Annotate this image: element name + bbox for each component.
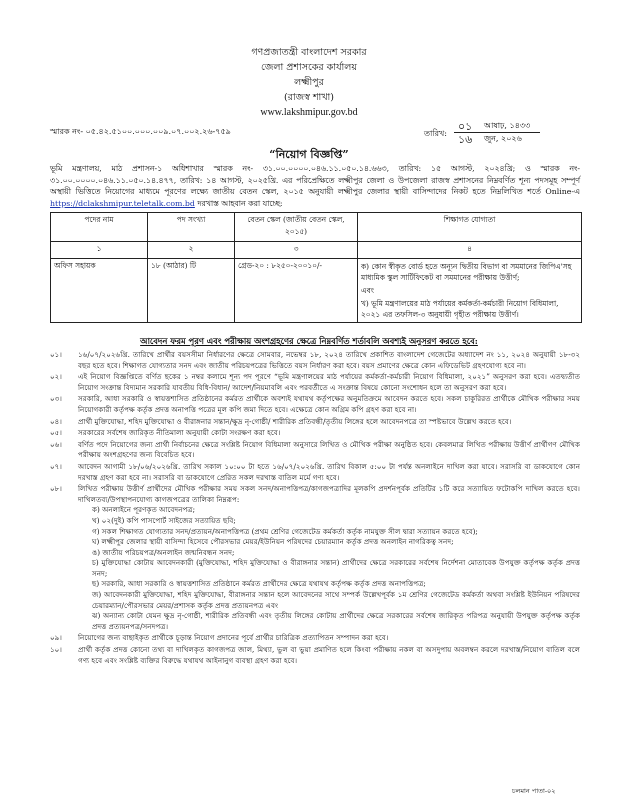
condition-text: নিয়োগের জন্য বাছাইকৃত প্রার্থীকে চূড়ান্ত নিয়োগ প্রদানের পূর্বে প্রার্থীর চারিত্রিক প্রত্যাপিতন সম্পাদন করা হবে। [78,633,389,643]
condition-text: এই নিয়োগ বিজ্ঞপ্তিতে বর্ণিত ছকের ১ নম্বর কলামে শূন্য পদ পূরণে “ভূমি মন্ত্রণালয়ের মাঠ পর্যায়ের কর্মকর্তা-কর্মচারী নিয়োগ বিধিমালা, ২০২১” অনুসরণ করা হবে। এতদ্ব্যতীত নিয়োগ সংক্রান্ত বিদ্যমান সরকারি যাবতীয় বিধি-বিধান/ আদেশ/নিয়মাবলি এবং পরবর্তীতে এ সংক্রান্ত বিষয়ে কোনো সংশোধন হলে তা অনুসরণ করা হবে। [78,372,580,392]
condition-item [50,372,580,393]
condition-number: ০৭। [50,461,62,471]
document-item: ক) অনলাইনে পূরণকৃত আবেদনপত্র; [92,505,196,515]
index-cell: ২ [148,242,235,259]
bangla-day: ০১ [458,121,473,133]
index-cell: ৩ [235,242,358,259]
condition-item [50,462,580,483]
condition-number: ০৪। [50,416,62,426]
document-item: চ) মুক্তিযোদ্ধা কোটায় আবেদনকারী (মুক্তিযোদ্ধা, শহিদ মুক্তিযোদ্ধা ও বীরাঙ্গনার সন্তান) প্রার্থীদের ক্ষেত্রে সরকারের সর্বশেষ নির্দেশনা মোতাবেক উপযুক্ত কর্তৃপক্ষ কর্তৃক প্রদত্ত সনদ; [92,558,580,578]
application-link[interactable]: https://dclakshmipur.teletalk.com.bd [50,198,195,208]
english-month: জুন, ২০২৬ [484,134,522,143]
condition-text: লিখিত পরীক্ষায় উত্তীর্ণ প্রার্থীদের মৌখিক পরীক্ষার সময় সকল সনদ/অনাপত্তিপত্র/কাগজপত্রাদির মূলকপি প্রদর্শনপূর্বক প্রতিটির ১টি করে সত্যায়িত ফটোকপি দাখিল করতে হবে। দাখিলতব্য/উপস্থাপনযোগ্য কাগজপত্রের তালিকা নিম্নরূপ: [78,484,580,504]
qualification-and: এবং [361,286,374,295]
index-cell: ৪ [358,242,582,259]
vacancy-table [50,212,582,323]
condition-text: আবেদন আগামী ১৮/০৬/২০২৬খ্রি. তারিখ সকাল ১০:০০ টা হতে ১৬/০৭/২০২৬খ্রি. তারিখ বিকাল ৫:০০ টা পর্যন্ত অনলাইনে দাখিল করা যাবে। সরাসরি বা ডাকযোগে কোন দরখাস্ত গ্রহণ করা হবে না। সরাসরি বা ডাকযোগে প্রেরিত সকল দরখাস্ত বাতিল মর্মে গণ্য হবে। [78,461,580,482]
document-item: ছ) সরকারি, আধা সরকারি ও স্বায়ত্তশাসিত প্রতিষ্ঠানে কর্মরত প্রার্থীদের ক্ষেত্রে যথাযথ কর্তৃপক্ষ কর্তৃক প্রদত্ত অনাপত্তিপত্র; [92,579,426,589]
document-item: ঙ) জাতীয় পরিচয়পত্র/অনলাইন জন্মনিবন্ধন সনদ; [92,547,235,557]
condition-item [50,350,580,371]
condition-item [50,440,580,461]
condition-text: ১৬/০৭/২০২৬খ্রি. তারিখে প্রার্থীর বয়সসীমা নির্ধারণের ক্ষেত্রে সোমবার, নভেম্বর ১৮, ২০২৪ তারিখে প্রকাশিত বাংলাদেশ গেজেটের অধ্যাদেশ নং ১১, ২০২৪ অনুযায়ী ১৮-৩২ বছর হতে হবে। শিক্ষাগত যোগ্যতার সনদ এবং জাতীয় পরিচয়পত্রের ভিত্তিতে বয়স নির্ধারণ করা হবে। বয়স প্রমাণের ক্ষেত্রে কোন এফিডেভিট গ্রহণযোগ্য হবে না। [78,350,580,370]
table-index-row [51,242,582,259]
notice-title: “নিয়োগ বিজ্ঞপ্তি” [269,148,349,161]
date-label: তারিখ: [424,129,447,138]
intro-text: ভূমি মন্ত্রণালয়, মাঠ প্রশাসন-১ অধিশাখার স্মারক নং- ৩১.০০.০০০০.০৪৬.১১.০৫০.১৪.৬৬৩, তারিখ: ১৫ আগস্ট, ২০২৪খ্রি; ও স্মারক নং- ৩১.০০.০০০০.০৪৬.১১.০৫০.১৪.৪৭৭, তারিখ: ১৪ আগস্ট, ২০২৫খ্রি. এর পরিপ্রেক্ষিতে লক্ষ্মীপুর জেলা ও উপজেলা রাজস্ব প্রশাসনের নিম্নবর্ণিত শূন্য পদসমূহ সম্পূর্ণ অস্থায়ী ভিত্তিতে নিয়োগের মাধ্যমে পূরণের লক্ষ্যে জাতীয় বেতন স্কেল, ২০১৫ অনুযায়ী লক্ষ্মীপুর জেলার স্থায়ী বাসিন্দাদের নিকট হতে নিম্নলিখিত শর্তে Online-এ [50,164,580,197]
conditions-list [50,350,580,667]
qualification-b: খ) ভূমি মন্ত্রণালয়ের মাঠ পর্যায়ের কর্মকর্তা-কর্মচারী নিয়োগ বিধিমালা, ২০২১ এর তফসিল-৩ অনুযায়ী গৃহীত পরীক্ষায় উত্তীর্ণ। [361,299,559,319]
condition-number: ০২। [50,372,62,382]
document-item: গ) সকল শিক্ষাগত যোগ্যতার সনদ/প্রত্যয়ন/অনাপত্তিপত্র (প্রথম শ্রেণির গেজেটেড কর্মকর্তা কর্তৃক নামযুক্ত সীল দ্বারা সত্যায়ন করতে হবে); [92,526,478,536]
condition-number: ০৫। [50,428,62,438]
col-qualification: শিক্ষাগত যোগ্যতা [358,213,582,242]
condition-number: ১০। [50,645,62,655]
condition-item [50,645,580,666]
table-header-row [51,213,582,242]
section-name: (রাজস্ব শাখা) [283,92,335,103]
table-row [51,259,582,323]
condition-text: সরকারি, আধা সরকারি ও স্বায়ত্তশাসিত প্রতিষ্ঠানের কর্মরত প্রার্থীকে অবশ্যই যথাযথ কর্তৃপক্ষের অনুমতিক্রমে আবেদন করতে হবে। সকল চাকুরিরত প্রার্থীকে মৌখিক পরীক্ষার সময় নিয়োগকারী কর্তৃপক্ষ কর্তৃক প্রদত্ত অনাপত্তি পত্রের মূল কপি জমা দিতে হবে। এক্ষেত্রে কোন অগ্রিম কপি গ্রহণ করা হবে না। [78,394,580,414]
condition-item [50,417,580,428]
post-count: ১৮ (আঠার) টি [148,259,235,323]
english-day: ১৬ [458,134,473,146]
condition-text: সরকারের সর্বশেষ জারিকৃত নীতিমালা অনুযায়ী কোটা সংরক্ষণ করা হবে। [78,428,281,438]
condition-text: বর্ণিত পদে নিয়োগের জন্য প্রার্থী নির্বাচনের ক্ষেত্রে সংশ্লিষ্ট নিয়োগ বিধিমালা অনুসারে লিখিত ও মৌখিক পরীক্ষা অনুষ্ঠিত হবে। কেবলমাত্র লিখিত পরীক্ষায় উত্তীর্ণ প্রার্থীগণ মৌখিক পরীক্ষায় অংশগ্রহণের জন্য বিবেচিত হবে। [78,439,580,460]
website[interactable]: www.lakshmipur.gov.bd [260,107,358,118]
conditions-heading: আবেদন ফরম পূরণ এবং পরীক্ষায় অংশগ্রহণের ক্ষেত্রে নিম্নবর্ণিত শর্তাবলি অবশ্যই অনুসরণ করতে হবে: [140,336,478,346]
condition-item [50,394,580,415]
condition-item [50,428,580,439]
govt-heading: গণপ্রজাতন্ত্রী বাংলাদেশ সরকার [251,47,367,58]
col-post-name: পদের নাম [51,213,148,242]
pay-scale: গ্রেড-২০ : ৮২৫০-২০০১০/- [235,259,358,323]
col-pay-scale: বেতন স্কেল (জাতীয় বেতন স্কেল, ২০১৫) [235,213,358,242]
condition-text: প্রার্থী মুক্তিযোদ্ধা, শহিদ মুক্তিযোদ্ধা ও বীরাঙ্গনার সন্তান/ক্ষুদ্র নৃ-গোষ্ঠী/ শারীরিক প্রতিবন্ধী/তৃতীয় লিঙ্গের হলে আবেদনপত্রে তা স্পষ্টভাবে উল্লেখ করতে হবে। [78,416,512,426]
document-item: খ) ০২(দুই) কপি পাসপোর্ট সাইজের সত্যায়িত ছবি; [92,515,236,525]
district-name: লক্ষ্মীপুর [294,77,324,88]
condition-number: ০৬। [50,439,62,449]
document-item: ঘ) লক্ষ্মীপুর জেলার স্থায়ী বাসিন্দা হিসেবে পৌরসভার মেয়র/ইউনিয়ন পরিষদের চেয়ারম্যান কর্তৃক প্রদত্ত অনলাইন নাগরিকত্ব সনদ; [92,537,454,547]
qualification-a: ক) কোন স্বীকৃত বোর্ড হতে অন্যূন দ্বিতীয় বিভাগ বা সমমানের জিপিএ'সহ মাধ্যমিক স্কুল সার্টিফিকেট বা সমমানের পরীক্ষায় উত্তীর্ণ; [361,262,572,282]
condition-item [50,633,580,644]
condition-number: ০১। [50,350,62,359]
memo-number: স্মারক নং- ০৫.৪২.৫১০০.০০০.০০৯.০৭.০০২.২৬-৭৫৯ [50,127,231,136]
condition-item [50,484,580,632]
document-sublist [78,505,580,632]
index-cell: ১ [51,242,148,259]
qualification [358,259,582,323]
condition-number: ০৮। [50,484,62,494]
document-item: জ) আবেদনকারী মুক্তিযোদ্ধা, শহিদ মুক্তিযোদ্ধা, বীরাঙ্গনার সন্তান হলে আবেদনের সাথে সম্পর্ক উল্লেখপূর্বক ১ম শ্রেণির গেজেটেড কর্মকর্তা অথবা সংশ্লিষ্ট ইউনিয়ন পরিষদের চেয়ারম্যান/পৌরসভার মেয়র/প্রশাসক কর্তৃক প্রদত্ত প্রত্যয়নপত্র এবং [92,590,580,610]
condition-text: প্রার্থী কর্তৃক প্রদত্ত কোনো তথ্য বা দাখিলকৃত কাগজপত্র জাল, মিথ্যা, ভুল বা ভুয়া প্রমাণিত হলে কিংবা পরীক্ষায় নকল বা অসদুপায় অবলম্বন করলে দরখাস্ত/নিয়োগ বাতিল বলে গণ্য হবে এবং সংশ্লিষ্ট ব্যক্তির বিরুদ্ধে যথাযথ আইনানুগ ব্যবস্থা গ্রহণ করা হবে। [78,645,580,665]
document-item: ঝ) অন্যান্য কোটা যেমন ক্ষুদ্র নৃ-গোষ্ঠী, শারীরিক প্রতিবন্ধী এবং তৃতীয় লিঙ্গের কোটায় প্রার্থীদের ক্ষেত্রে সরকারের সর্বশেষ জারিকৃত পরিপত্র অনুযায়ী উপযুক্ত কর্তৃপক্ষ কর্তৃক প্রদত্ত প্রত্যয়নপত্র/সনদপত্র। [92,611,580,631]
condition-number: ০৩। [50,394,62,404]
col-post-count: পদ সংখ্যা [148,213,235,242]
office-name: জেলা প্রশাসকের কার্যালয় [261,62,357,73]
condition-number: ০৯। [50,633,62,643]
bangla-month: আষাঢ়, ১৪৩৩ [484,121,531,130]
intro-paragraph [50,163,580,209]
intro-tail: দরখাস্ত আহবান করা যাচ্ছে: [194,198,283,208]
continued-page-note: চলমান পাতা-০২ [512,787,556,795]
post-name: অফিস সহায়ক [51,259,148,323]
